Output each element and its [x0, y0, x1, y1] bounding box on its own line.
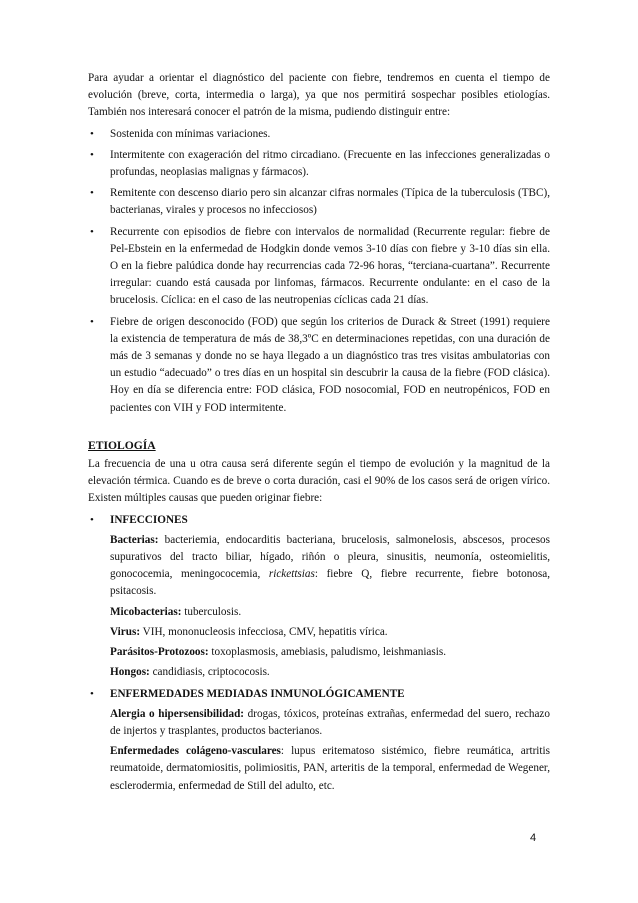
category-title-infections: INFECCIONES	[110, 513, 188, 526]
intro-paragraph: Para ayudar a orientar el diagnóstico del paciente con fiebre, tendremos en cuenta el tiempo de evolución (breve, corta, intermedia o larga), ya que nos permitirá sospechar posibles etiologías. También nos interesará conocer el patrón de la misma, pudiendo distinguir entre:	[88, 72, 550, 119]
bullet-icon: •	[90, 127, 94, 140]
list-item: • Intermitente con exageración del ritmo circadiano. (Frecuente en las infecciones generalizadas o profundas, neoplasias malignas y fármacos).	[90, 148, 550, 179]
etiology-intro: La frecuencia de una u otra causa será diferente según el tiempo de evolución y la magnitud de la elevación térmica. Cuando es de breve o corta duración, casi el 90% de los casos será de origen vírico. Existen múltiples causas que pueden originar fiebre:	[88, 458, 550, 505]
sub-item-virus: Virus: VIH, mononucleosis infecciosa, CMV, hepatitis vírica.	[110, 625, 388, 638]
category-title-immune: ENFERMEDADES MEDIADAS INMUNOLÓGICAMENTE	[110, 687, 405, 700]
bullet-icon: •	[90, 315, 94, 328]
sub-item-parasites: Parásitos-Protozoos: toxoplasmosis, amebiasis, paludismo, leishmaniasis.	[110, 646, 447, 659]
bullet-icon: •	[90, 148, 94, 161]
page-number: 4	[530, 832, 537, 844]
etiology-list	[88, 512, 550, 795]
document-page	[88, 70, 550, 799]
list-item-infections	[88, 512, 550, 682]
bullet-icon: •	[90, 513, 94, 526]
sub-item-allergy: Alergia o hipersensibilidad: drogas, tóxicos, proteínas extrañas, enfermedad del suero, rechazo de injertos y trasplantes, productos bacterianos.	[110, 707, 550, 737]
fever-pattern-list	[88, 126, 550, 417]
bullet-icon: •	[90, 225, 94, 238]
list-item: • Recurrente con episodios de fiebre con intervalos de normalidad (Recurrente regular: fiebre de Pel-Ebstein en la enfermedad de Hodgkin donde vemos 3-10 días con fiebre y 3-10 días sin ella. O en la fiebre palúdica donde hay recurrencias cada 72-96 horas, “terciana-cuartana”. Recurrente irregular: cuando está causada por linfomas, fármacos. Recurrente ondulante: en el caso de la brucelosis. Cíclica: en el caso de las neutropenias cíclicas cada 21 días.	[90, 225, 550, 307]
sub-item-collagen: Enfermedades colágeno-vasculares: lupus eritematoso sistémico, fiebre reumática, artritis reumatoide, dermatomiositis, polimiositis, PAN, arteritis de la temporal, enfermedad de Wegener, esclerodermia, enfermedad de Still del adulto, etc.	[110, 745, 550, 792]
section-title-etiology: ETIOLOGÍA	[88, 438, 156, 452]
list-item: • Fiebre de origen desconocido (FOD) que según los criterios de Durack & Street (1991) requiere la existencia de temperatura de más de 38,3ºC en determinaciones repetidas, con una duración de más de 3 semanas y donde no se haya llegado a un diagnóstico tras tres visitas ambulatorias con un estudio “adecuado” o tres días en un hospital sin descubrir la causa de la fiebre (FOD clásica). Hoy en día se diferencia entre: FOD clásica, FOD nosocomial, FOD en neutropénicos, FOD en pacientes con VIH y FOD intermitente.	[90, 315, 550, 414]
list-item: • Remitente con descenso diario pero sin alcanzar cifras normales (Típica de la tuberculosis (TBC), bacterianas, virales y procesos no infecciosos)	[90, 187, 550, 217]
sub-item-mycobacteria: Micobacterias: tuberculosis.	[110, 605, 242, 618]
list-item: • Sostenida con mínimas variaciones.	[88, 126, 550, 143]
bullet-icon: •	[90, 687, 94, 700]
bullet-icon: •	[90, 187, 94, 200]
sub-item-fungi: Hongos: candidiasis, criptococosis.	[110, 666, 270, 679]
sub-item-bacteria: Bacterias: bacteriemia, endocarditis bacteriana, brucelosis, salmonelosis, abscesos, procesos supurativos del tracto biliar, hígado, riñón o pleura, sinusitis, neumonía, osteomielitis, gonococemia, meningococemia, rickettsias: fiebre Q, fiebre recurrente, fiebre botonosa, psitacosis.	[110, 533, 551, 598]
list-item-immune	[88, 686, 550, 795]
